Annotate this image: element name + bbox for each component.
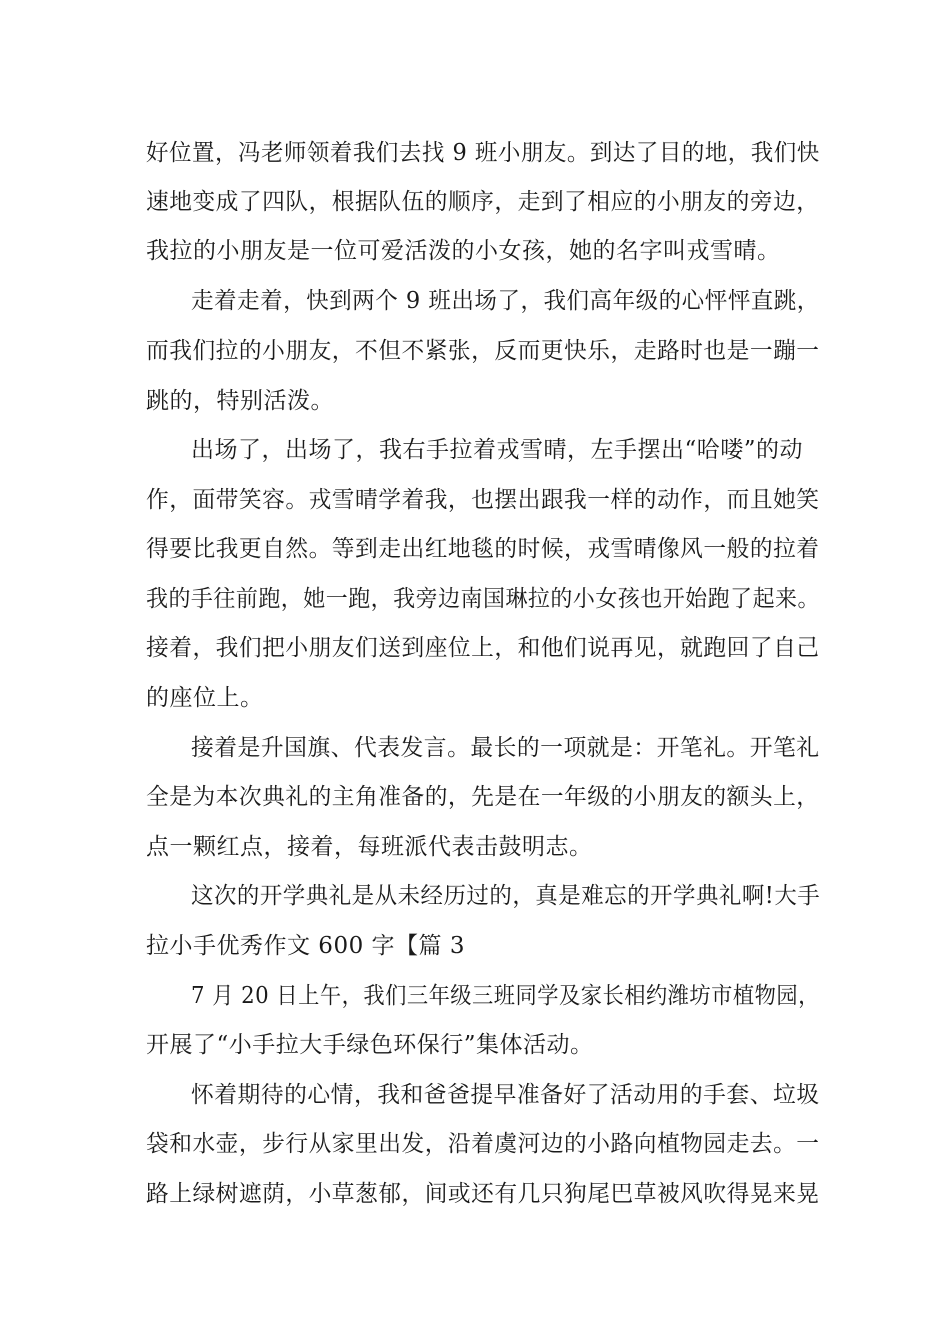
text-line: 开展了“小手拉大手绿色环保行”集体活动。 xyxy=(146,1032,594,1058)
text-line: 7 月 20 日上午，我们三年级三班同学及家长相约潍坊市植物园， xyxy=(191,983,820,1009)
text-line: 好位置，冯老师领着我们去找 9 班小朋友。到达了目的地，我们快 xyxy=(146,140,820,166)
text-line: 怀着期待的心情，我和爸爸提早准备好了活动用的手套、垃圾 xyxy=(191,1082,820,1108)
text-line: 走着走着，快到两个 9 班出场了，我们高年级的心怦怦直跳， xyxy=(191,288,820,314)
text-line: 跳的，特别活泼。 xyxy=(146,388,334,414)
text-line: 全是为本次典礼的主角准备的，先是在一年级的小朋友的额头上， xyxy=(146,784,820,810)
text-line: 而我们拉的小朋友，不但不紧张，反而更快乐，走路时也是一蹦一 xyxy=(146,338,820,364)
text-line: 接着，我们把小朋友们送到座位上，和他们说再见，就跑回了自己 xyxy=(146,635,820,661)
text-line: 得要比我更自然。等到走出红地毯的时候，戎雪晴像风一般的拉着 xyxy=(146,536,820,562)
text-line: 出场了，出场了，我右手拉着戎雪晴，左手摆出“哈喽”的动 xyxy=(191,437,804,463)
text-line: 点一颗红点，接着，每班派代表击鼓明志。 xyxy=(146,834,593,860)
text-line: 作，面带笑容。戎雪晴学着我，也摆出跟我一样的动作，而且她笑 xyxy=(146,487,820,513)
text-line: 我的手往前跑，她一跑，我旁边南国琳拉的小女孩也开始跑了起来。 xyxy=(146,586,820,612)
text-line: 袋和水壶，步行从家里出发，沿着虞河边的小路向植物园走去。一 xyxy=(146,1131,820,1157)
text-line: 路上绿树遮荫，小草葱郁，间或还有几只狗尾巴草被风吹得晃来晃 xyxy=(146,1181,820,1207)
text-line: 接着是升国旗、代表发言。最长的一项就是：开笔礼。开笔礼 xyxy=(191,735,820,761)
text-line: 拉小手优秀作文 600 字【篇 3 xyxy=(146,933,465,959)
text-line: 这次的开学典礼是从未经历过的，真是难忘的开学典礼啊!大手 xyxy=(191,883,821,909)
text-line: 我拉的小朋友是一位可爱活泼的小女孩，她的名字叫戎雪晴。 xyxy=(146,238,781,264)
text-line: 的座位上。 xyxy=(146,685,264,711)
text-line: 速地变成了四队，根据队伍的顺序，走到了相应的小朋友的旁边， xyxy=(146,189,820,215)
